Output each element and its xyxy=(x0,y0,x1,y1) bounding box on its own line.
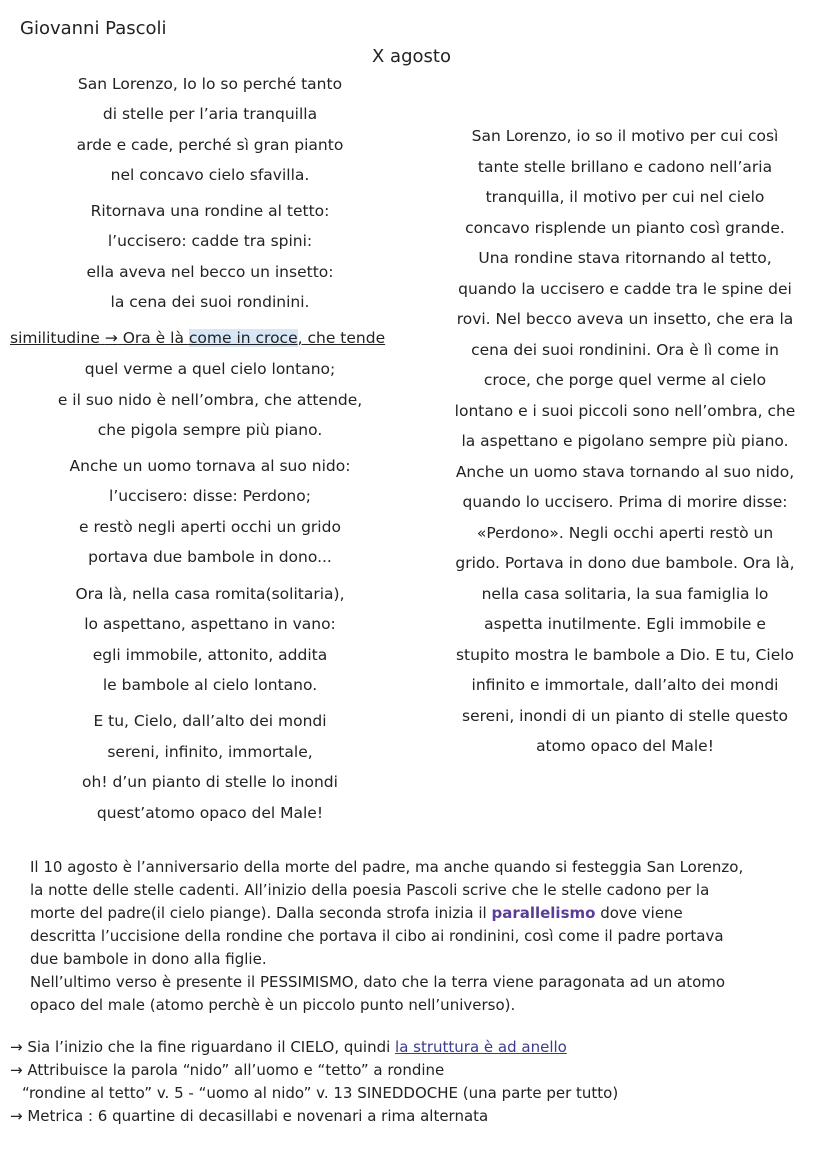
poem-line: quest’atomo opaco del Male! xyxy=(96,804,324,822)
poem-line: e restò negli aperti occhi un grido xyxy=(79,518,341,536)
paraphrase-line: sereni, inondi di un pianto di stelle questo xyxy=(462,707,788,725)
arrow-icon: → xyxy=(104,329,118,347)
paraphrase-line: tranquilla, il motivo per cui nel cielo xyxy=(485,188,765,206)
bullet-item xyxy=(10,1107,488,1125)
paraphrase-line: cena dei suoi rondinini. Ora è lì come in xyxy=(471,341,779,359)
poem-line: Ritornava una rondine al tetto: xyxy=(90,202,330,220)
paraphrase-line: nella casa solitaria, la sua famiglia lo xyxy=(481,585,769,603)
paraphrase-line: Anche un uomo stava tornando al suo nido, xyxy=(455,463,795,481)
paraphrase-line: aspetta inutilmente. Egli immobile e xyxy=(484,615,766,633)
paraphrase-line: croce, che porge quel verme al cielo xyxy=(483,371,767,389)
poem-line: Ora là, nella casa romita(solitaria), xyxy=(75,585,345,603)
poem-line: ella aveva nel becco un insetto: xyxy=(86,263,334,281)
poem-line: E tu, Cielo, dall’alto dei mondi xyxy=(93,712,327,730)
commentary-line: Il 10 agosto è l’anniversario della morte del padre, ma anche quando si festeggia San Lorenzo, xyxy=(30,858,744,876)
commentary-line: descritta l’uccisione della rondine che portava il cibo ai rondinini, così come il padre portava xyxy=(30,927,724,945)
poem-line: la cena dei suoi rondinini. xyxy=(110,293,310,311)
paraphrase-line: San Lorenzo, io so il motivo per cui così xyxy=(471,127,779,145)
poem-line-end: , che tende xyxy=(297,329,386,347)
bullet-text: Sia l’inizio che la fine riguardano il CIELO, quindi xyxy=(27,1038,396,1056)
poem-line: lo aspettano, aspettano in vano: xyxy=(84,615,336,633)
paraphrase-line: «Perdono». Negli occhi aperti restò un xyxy=(476,524,774,542)
paraphrase-line: la aspettano e pigolano sempre più piano. xyxy=(461,432,789,450)
commentary-paragraph xyxy=(30,856,820,1017)
paraphrase-line: Una rondine stava ritornando al tetto, xyxy=(478,249,772,267)
highlighted-phrase: come in croce xyxy=(188,329,298,347)
paraphrase-line: stupito mostra le bambole a Dio. E tu, Cielo xyxy=(455,646,795,664)
poem-line: oh! d’un pianto di stelle lo inondi xyxy=(82,773,338,791)
paraphrase-line: grido. Portava in dono due bambole. Ora là, xyxy=(455,554,795,572)
poem-line: egli immobile, attonito, addita xyxy=(92,646,328,664)
bullet-text: Attribuisce la parola “nido” all’uomo e “tetto” a rondine xyxy=(27,1061,445,1079)
poem-title: X agosto xyxy=(372,46,451,67)
commentary-text: dove viene xyxy=(595,904,683,922)
poem-line: l’uccisero: cadde tra spini: xyxy=(107,232,313,250)
bullet-item xyxy=(10,1038,567,1056)
poem-line: l’uccisero: disse: Perdono; xyxy=(109,487,311,505)
poem-line-start: Ora è là xyxy=(122,329,189,347)
poem-line: Anche un uomo tornava al suo nido: xyxy=(69,457,351,475)
paraphrase-line: quando la uccisero e cadde tra le spine dei xyxy=(458,280,792,298)
poem-line: portava due bambole in dono... xyxy=(88,548,332,566)
commentary-line: la notte delle stelle cadenti. All’inizio della poesia Pascoli scrive che le stelle cadono per la xyxy=(30,881,710,899)
bullet-text: Metrica : 6 quartine di decasillabi e novenari a rima alternata xyxy=(27,1107,489,1125)
poem-line: nel concavo cielo sfavilla. xyxy=(110,166,310,184)
poem-line: e il suo nido è nell’ombra, che attende, xyxy=(57,391,363,409)
commentary-line: due bambole in dono alla figlie. xyxy=(30,950,267,968)
poem-line: sereni, infinito, immortale, xyxy=(107,743,313,761)
poem-line: arde e cade, perché sì gran pianto xyxy=(76,136,344,154)
paraphrase-line: rovi. Nel becco aveva un insetto, che era la xyxy=(456,310,794,328)
commentary-text: morte del padre(il cielo piange). Dalla seconda strofa inizia il xyxy=(30,904,492,922)
paraphrase-line: quando lo uccisero. Prima di morire disse: xyxy=(462,493,788,511)
poem-line: di stelle per l’aria tranquilla xyxy=(102,105,318,123)
arrow-icon: → xyxy=(10,1038,23,1056)
structure-link[interactable]: la struttura è ad anello xyxy=(395,1038,567,1056)
bullet-item xyxy=(10,1061,444,1079)
commentary-line xyxy=(30,902,820,925)
similitude-label: similitudine xyxy=(10,329,100,347)
similitude-annotation xyxy=(10,329,385,347)
poem-line: le bambole al cielo lontano. xyxy=(102,676,318,694)
paraphrase-line: lontano e i suoi piccoli sono nell’ombra, che xyxy=(454,402,796,420)
poem-line: che pigola sempre più piano. xyxy=(97,421,323,439)
poem-line: San Lorenzo, Io lo so perché tanto xyxy=(77,75,343,93)
paraphrase-line: atomo opaco del Male! xyxy=(536,737,714,755)
paraphrase-line: infinito e immortale, dall’alto dei mondi xyxy=(471,676,779,694)
author-name: Giovanni Pascoli xyxy=(20,18,167,39)
paraphrase-line: concavo risplende un pianto così grande. xyxy=(465,219,785,237)
poem-line: quel verme a quel cielo lontano; xyxy=(84,360,336,378)
bullet-continuation: “rondine al tetto” v. 5 - “uomo al nido” v. 13 SINEDDOCHE (una parte per tutto) xyxy=(22,1084,619,1102)
parallelismo-term: parallelismo xyxy=(491,904,596,922)
arrow-icon: → xyxy=(10,1061,23,1079)
commentary-line: opaco del male (atomo perchè è un piccolo punto nell’universo). xyxy=(30,996,516,1014)
paraphrase-line: tante stelle brillano e cadono nell’aria xyxy=(477,158,773,176)
commentary-line: Nell’ultimo verso è presente il PESSIMISMO, dato che la terra viene paragonata ad un atomo xyxy=(30,973,726,991)
arrow-icon: → xyxy=(10,1107,23,1125)
